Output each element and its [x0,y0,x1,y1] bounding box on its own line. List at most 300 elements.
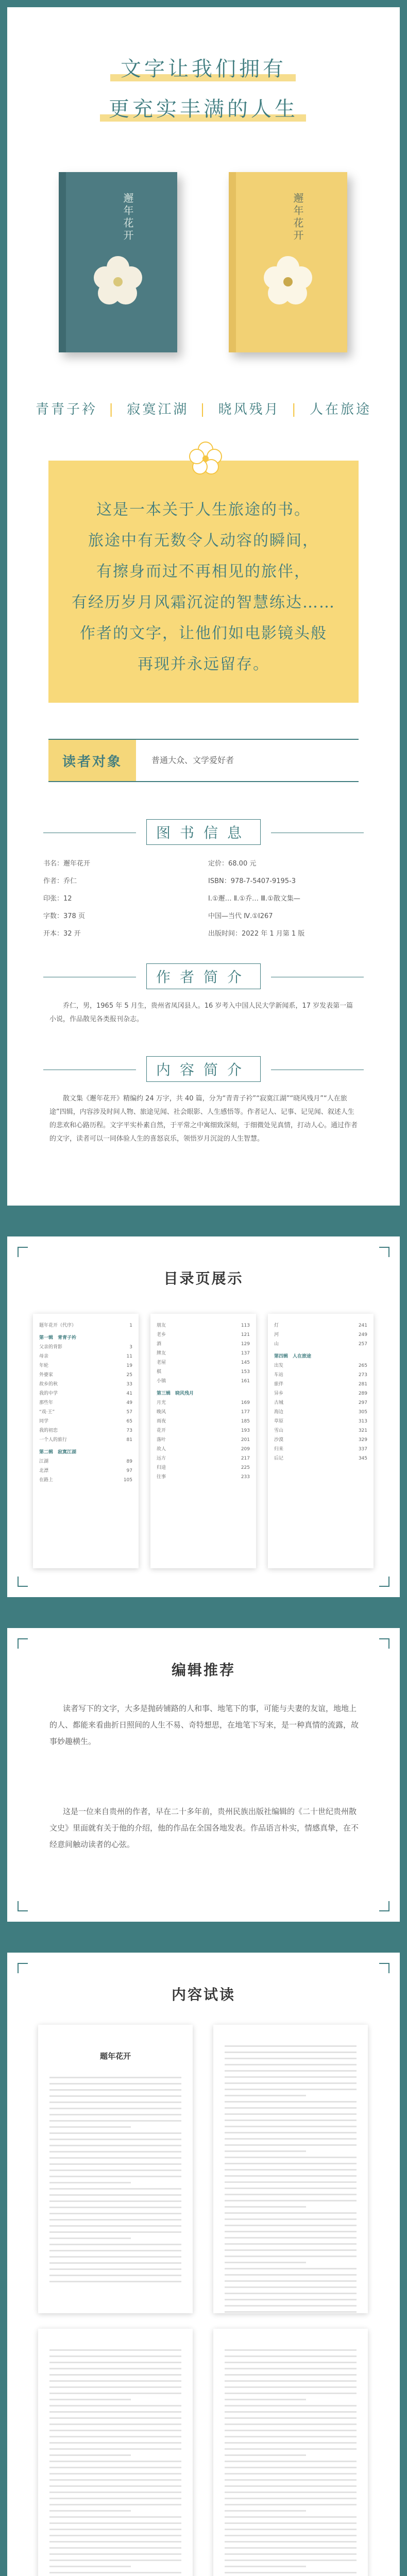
toc-entry [150,1472,256,1482]
sample-text-line [49,2256,181,2258]
toc-entry-title: 棋 [157,1369,162,1375]
sample-text-line [225,2138,357,2140]
info-author: 作者：乔仁 [43,877,77,885]
sample-text-line [225,2144,357,2146]
intro-line-6: 再现并永远留存。 [138,655,269,673]
sample-text-line [225,2405,357,2406]
sample-text-line [225,2107,357,2109]
sample-text-line [225,2535,357,2536]
toc-entry-title: 往事 [157,1475,166,1480]
toc-entry-title: “戏·王” [39,1410,55,1415]
toc-entry [33,1448,139,1457]
toc-entry-page: 33 [126,1382,132,1387]
toc-entry [268,1370,374,1380]
reader-label: 读者对象 [62,754,122,770]
toc-entry [33,1426,139,1435]
toc-entry [33,1457,139,1466]
book-cover-title: 邂年花开 [122,193,134,242]
sample-text-line [225,2547,357,2549]
toc-entry-title: 河 [274,1332,279,1337]
reader-bar [48,739,359,782]
toc-entry-title: 旅伴 [274,1382,284,1387]
toc-entry [33,1435,139,1445]
sample-text-line [49,2108,181,2109]
info-price: 定价：68.00 元 [208,860,257,868]
sample-text-line [49,2126,131,2128]
toc-title: 目录页展示 [163,1267,243,1288]
toc-entry [150,1367,256,1377]
toc-entry-page: 11 [126,1354,132,1359]
toc-entry [33,1408,139,1417]
sample-text-line [225,2479,357,2481]
toc-entry-page: 65 [126,1419,132,1424]
toc-entry-page: 3 [129,1345,132,1350]
toc-entry-page: 153 [241,1369,250,1375]
sample-text-line [49,2139,181,2140]
toc-entry-page: 49 [126,1400,132,1405]
toc-entry [33,1398,139,1408]
toc-entry-title: 外婆家 [39,1372,54,1378]
sample-text-line [49,2454,131,2456]
toc-entry [150,1321,256,1330]
sample-text-line [225,2374,357,2376]
recommend-paragraph-1: 读者写下的文字，大多是抛砖铺路的人和事、地笔下的事，可能与夫妻的友谊，地地上的人、都能来看曲折日照间的人生不易、奇特想思，在地笔下写来，是一种真情的流露，故事妙趣横生。 [49,1704,359,1746]
sample-text-line [49,2145,181,2146]
toc-entry-page: 81 [126,1437,132,1443]
sample-text-line [225,2262,306,2263]
toc-entry-title: 母亲 [39,1354,49,1359]
intro-line-3: 有擦身而过不再相见的旅伴， [96,563,311,581]
toc-entry-page: 345 [358,1456,367,1461]
sample-text-line [49,2461,181,2462]
toc-entry-page: 217 [241,1456,250,1461]
sample-text-line [225,2194,357,2195]
sample-text-line [225,2268,357,2269]
sample-text-line [225,2355,357,2357]
sample-text-line [49,2417,181,2419]
essay-group-3: 晓风残月 [218,402,280,417]
toc-entry-page: 313 [358,1419,367,1424]
toc-entry-title: 题年花开（代序） [39,1323,77,1328]
toc-entry [150,1463,256,1472]
sample-text-line [225,2461,357,2462]
sample-text-line [49,2498,181,2499]
info-sheets: 印张：12 [43,895,72,903]
sample-text-line [49,2194,181,2196]
intro-box [48,461,359,703]
sample-text-line [49,2349,181,2351]
toc-entry-title: 出发 [274,1363,284,1368]
intro-line-5: 作者的文字，让他们如电影镜头般 [80,624,327,642]
sample-text-line [225,2058,357,2059]
sample-text-line [49,2553,181,2555]
toc-entry-page: 233 [241,1475,250,1480]
sample-text-line [225,2467,357,2468]
sample-text-line [225,2473,357,2475]
toc-entry-page: 137 [241,1351,250,1356]
info-isbn: ISBN：978-7-5407-9195-3 [208,877,296,885]
sample-text-line [49,2089,181,2091]
toc-entry-title: 后记 [274,1456,284,1461]
summary-panel [7,1051,400,1206]
sample-text-line [225,2218,357,2220]
toc-entry-title: 雨夜 [157,1419,166,1424]
toc-entry [150,1349,256,1358]
book-cover-title-yellow: 邂年花开 [292,193,304,242]
sample-text-line [225,2095,306,2096]
toc-entry-title: 第三辑 晓风残月 [157,1391,194,1396]
toc-entry [268,1380,374,1389]
toc-entry-title: 第二辑 寂寞江湖 [39,1450,77,1455]
sample-text-line [225,2120,357,2121]
sample-text-line [225,2157,357,2158]
sample-text-line [49,2120,181,2122]
toc-entry-title: 沙漠 [274,1437,284,1443]
toc-entry [33,1333,139,1343]
essay-group-2: 寂寞江湖 [127,402,189,417]
toc-entry-page: 41 [126,1391,132,1396]
toc-entry-title: 同学 [39,1419,49,1424]
headline-line-1: 文字让我们拥有 [121,57,286,81]
sample-text-line [49,2504,181,2505]
toc-entry-page: 145 [241,1360,250,1365]
sample-text-line [49,2516,181,2518]
sample-text-line [49,2393,181,2394]
sample-text-line [225,2249,357,2251]
toc-entry-title: 我的中学 [39,1391,58,1396]
toc-entry-title: 月光 [157,1400,166,1405]
sample-text-line [225,2274,357,2276]
sample-text-line [49,2083,181,2084]
toc-entry [268,1321,374,1330]
sample-text-line [225,2368,357,2369]
toc-entry [33,1343,139,1352]
book-info-panel [7,804,400,1051]
info-pubdate: 出版时间：2022 年 1 月第 1 版 [208,930,305,938]
sample-text-line [49,2077,181,2078]
sample-text-line [225,2485,357,2487]
toc-entry [150,1358,256,1367]
sample-text-line [225,2052,357,2053]
toc-page-2 [150,1314,256,1568]
sample-text-line [225,2560,357,2561]
sample-text-line [49,2262,181,2264]
toc-entry [33,1476,139,1485]
sample-text-line [225,2113,357,2115]
sample-text-line [49,2386,181,2388]
author-heading: 作者简介 [7,963,400,989]
book-cover-yellow [229,172,347,352]
toc-entry-title: 故乡的秋 [39,1382,58,1387]
toc-entry [268,1435,374,1445]
toc-entry [268,1389,374,1398]
toc-entry-title: 小镇 [157,1379,166,1384]
summary-text: 散文集《邂年花开》精编约 24 万字，共 40 篇，分为“青青子衿”“寂寞江湖”“晓风残月”“人在旅途”四辑，内容涉及时间人物、旅途见闻、社会眼影、人生感悟等。作者记人、记事、记见闻、叙述人生的悲欢和心路历程。文字平实朴素自然，于平常之中寓细致深刻，于细微处见真情，打动人心。通过作者的文字，读者可以一同体验人生的喜怒哀乐，领悟岁月沉淀的人生智慧。 [49,1095,358,1143]
sample-text-line [49,2430,181,2431]
info-words: 字数：378 页 [43,912,85,920]
sample-text-line [49,2231,181,2233]
sample-text-line [49,2467,181,2468]
toc-panel [7,1236,400,1597]
toc-page-1 [33,1314,139,1568]
sample-text-line [49,2510,131,2512]
sample-text-line [49,2535,181,2536]
toc-entry-page: 19 [126,1363,132,1368]
sample-text-line [49,2405,181,2406]
sample-text-line [225,2436,357,2437]
reader-value: 普通大众、文学爱好者 [151,755,234,765]
sample-text-line [225,2411,357,2413]
book-info-left [43,855,188,943]
toc-entry [268,1426,374,1435]
sample-text-line [49,2566,131,2567]
sample-text-line [225,2522,357,2524]
sample-text-line [49,2238,131,2239]
toc-entry [268,1352,374,1361]
sample-text-line [225,2175,357,2177]
sample-title: 内容试读 [172,1984,235,2004]
sample-text-line [225,2163,357,2164]
sample-text-line [225,2553,357,2555]
toc-entry [268,1340,374,1349]
toc-entry-title: 故人 [157,1447,166,1452]
toc-entry [150,1330,256,1340]
sample-text-line [49,2244,181,2245]
toc-entry-title: 江湖 [39,1459,49,1464]
sample-text-line [225,2200,357,2201]
toc-entry-page: 329 [358,1437,367,1443]
sample-text-line [49,2424,181,2425]
sample-text-line [49,2151,181,2153]
toc-entry [150,1445,256,1454]
toc-entry-page: 105 [123,1478,132,1483]
sample-text-line [49,2436,181,2437]
flower-icon [260,252,316,309]
sample-text-line [49,2114,181,2115]
sample-text-line [225,2529,357,2530]
sample-text-line [225,2504,357,2505]
sample-text-line [225,2299,357,2300]
flower-decoration-icon [182,440,229,476]
toc-page-3 [268,1314,374,1568]
sample-text-line [49,2380,181,2382]
toc-entry-page: 25 [126,1372,132,1378]
sample-text-line [49,2281,181,2282]
toc-entry-page: 129 [241,1342,250,1347]
toc-entry-page: 209 [241,1447,250,1452]
toc-entry [150,1389,256,1398]
toc-entry-page: 241 [358,1323,367,1328]
toc-entry [33,1466,139,1476]
sample-text-line [49,2541,181,2543]
sample-text-line [225,2181,357,2183]
sample-text-line [225,2225,357,2226]
sample-text-line [49,2560,181,2561]
sample-text-line [225,2188,357,2189]
toc-entry [268,1454,374,1463]
sample-text-line [225,2492,357,2493]
toc-entry [33,1361,139,1370]
toc-entry [33,1321,139,1330]
toc-entry-page: 177 [241,1410,250,1415]
sample-text-line [49,2095,181,2097]
toc-entry-page: 257 [358,1342,367,1347]
toc-entry [150,1435,256,1445]
toc-entry [150,1426,256,1435]
info-cip-1: Ⅰ.①邂… Ⅱ.①乔… Ⅲ.①散文集— [208,895,300,903]
sample-text-line [225,2516,357,2518]
toc-entry-page: 97 [126,1468,132,1473]
sample-text-line [225,2243,357,2245]
toc-entry-title: 在路上 [39,1478,54,1483]
toc-entry-page: 161 [241,1379,250,1384]
toc-entry-page: 169 [241,1400,250,1405]
sample-text-line [49,2572,181,2573]
flower-icon [90,252,146,309]
sample-text-line [49,2132,181,2134]
sample-text-line [49,2473,181,2475]
sample-text-line [225,2237,357,2239]
toc-entry [268,1361,374,1370]
sample-text-line [225,2045,357,2047]
sample-text-line [225,2089,357,2090]
toc-entry [268,1398,374,1408]
author-text: 乔仁，男，1965 年 5 月生，贵州省凤冈县人。16 岁考入中国人民大学新闻系，17 岁发表第一篇小说，作品散见各类报刊杂志。 [49,1002,353,1023]
toc-entry-title: 异乡 [274,1391,284,1396]
sample-text-line [49,2522,181,2524]
book-info-right [208,855,373,943]
toc-entry-title: 海边 [274,1410,284,1415]
toc-entry [33,1380,139,1389]
sample-text-line [49,2485,181,2487]
sample-text-line [49,2529,181,2530]
sample-text-line [49,2374,181,2376]
sample-text-line [49,2479,181,2481]
toc-entry [268,1408,374,1417]
sample-text-line [225,2280,357,2282]
toc-entry-title: 晚风 [157,1410,166,1415]
toc-entry-page: 73 [126,1428,132,1433]
sample-text-line [225,2126,357,2127]
toc-entry-page: 193 [241,1428,250,1433]
sample-text-line [225,2380,357,2382]
sample-text-line [225,2448,357,2450]
toc-entry [150,1417,256,1426]
toc-entry-page: 337 [358,1447,367,1452]
toc-entry-title: 第四辑 人在旅途 [274,1354,312,1359]
recommend-paragraph-2: 这是一位来自贵州的作者，早在二十多年前，贵州民族出版社编辑的《二十世纪贵州散文史》里面就有关于他的介绍，他的作品在全国各地发表。作品语言朴实，情感真挚，在不经意间触动读者的心弦。 [49,1807,359,1849]
sample-text-line [225,2430,357,2431]
sample-text-line [49,2182,131,2183]
sample-page-4 [213,2329,368,2576]
toc-entry-title: 酒 [157,1342,162,1347]
toc-entry-page: 89 [126,1459,132,1464]
intro-line-4: 有经历岁月风霜沉淀的智慧练达…… [72,594,335,612]
toc-entry-page: 201 [241,1437,250,1443]
toc-entry-title: 落叶 [157,1437,166,1443]
sample-text-line [225,2393,357,2394]
toc-entry-page: 289 [358,1391,367,1396]
info-title: 书名：邂年花开 [43,860,91,868]
toc-entry-page: 113 [241,1323,250,1328]
sample-text-line [225,2417,357,2419]
toc-entry-title: 草原 [274,1419,284,1424]
toc-entry-title: 牌友 [157,1351,166,1356]
toc-entry-page: 321 [358,1428,367,1433]
sample-text-line [225,2386,357,2388]
essay-group-1: 青青子衿 [36,402,98,417]
sample-text-line [225,2082,357,2084]
toc-entry [150,1454,256,1463]
sample-text-line [49,2188,181,2190]
sample-text-line [225,2541,357,2543]
toc-entry-title: 灯 [274,1323,279,1328]
sample-text-line [49,2355,181,2357]
toc-entry [268,1417,374,1426]
sample-text-line [225,2132,357,2133]
sample-text-line [225,2231,357,2232]
sample-text-line [225,2070,357,2072]
sample-panel [7,1953,400,2576]
book-info-heading: 图书信息 [7,819,400,845]
toc-entry-page: 249 [358,1332,367,1337]
sample-text-line [49,2213,181,2214]
recommend-title: 编辑推荐 [172,1659,235,1680]
sample-text-line [225,2256,357,2257]
essay-group-4: 人在旅途 [309,402,371,417]
toc-entry-title: 归来 [274,1447,284,1452]
intro-line-2: 旅途中有无数令人动容的瞬间， [88,532,319,550]
toc-entry-title: 老屋 [157,1360,166,1365]
toc-entry [150,1408,256,1417]
info-format: 开本：32 开 [43,930,81,938]
recommend-panel [7,1628,400,1922]
toc-entry-title: 雪山 [274,1428,284,1433]
sample-text-line [225,2510,306,2512]
toc-entry [33,1352,139,1361]
sample-text-line [225,2064,357,2065]
toc-entry-page: 305 [358,1410,367,1415]
toc-entry-title: 古城 [274,1400,284,1405]
sample-text-line [225,2498,357,2499]
sample-text-line [225,2566,306,2567]
toc-entry-title: 归途 [157,1465,166,1470]
toc-entry-title: 第一辑 青青子衿 [39,1335,77,1341]
sample-text-line [49,2163,181,2165]
book-cover-teal [59,172,177,352]
toc-entry-title: 我的初恋 [39,1428,58,1433]
toc-entry-title: 那些年 [39,1400,54,1405]
sample-page-2 [213,2025,368,2313]
sample-text-line [49,2102,181,2103]
intro-line-1: 这是一本关于人生旅途的书。 [96,501,311,519]
sample-text-line [225,2362,357,2363]
toc-entry-page: 185 [241,1419,250,1424]
toc-entry-title: 山 [274,1342,279,1347]
sample-text-line [49,2448,181,2450]
toc-entry [150,1377,256,1386]
hero-panel [7,7,400,909]
sample-text-line [225,2206,306,2208]
info-cip-2: 中国—当代 Ⅳ.①I267 [208,912,273,920]
toc-entry-page: 121 [241,1332,250,1337]
sample-text-line [49,2219,181,2221]
sample-text-line [225,2150,306,2152]
sample-text-line [49,2225,181,2227]
toc-entry-title: 一个人的旅行 [39,1437,67,1443]
toc-entry-title: 年轮 [39,1363,49,1368]
sample-text-line [225,2454,306,2456]
